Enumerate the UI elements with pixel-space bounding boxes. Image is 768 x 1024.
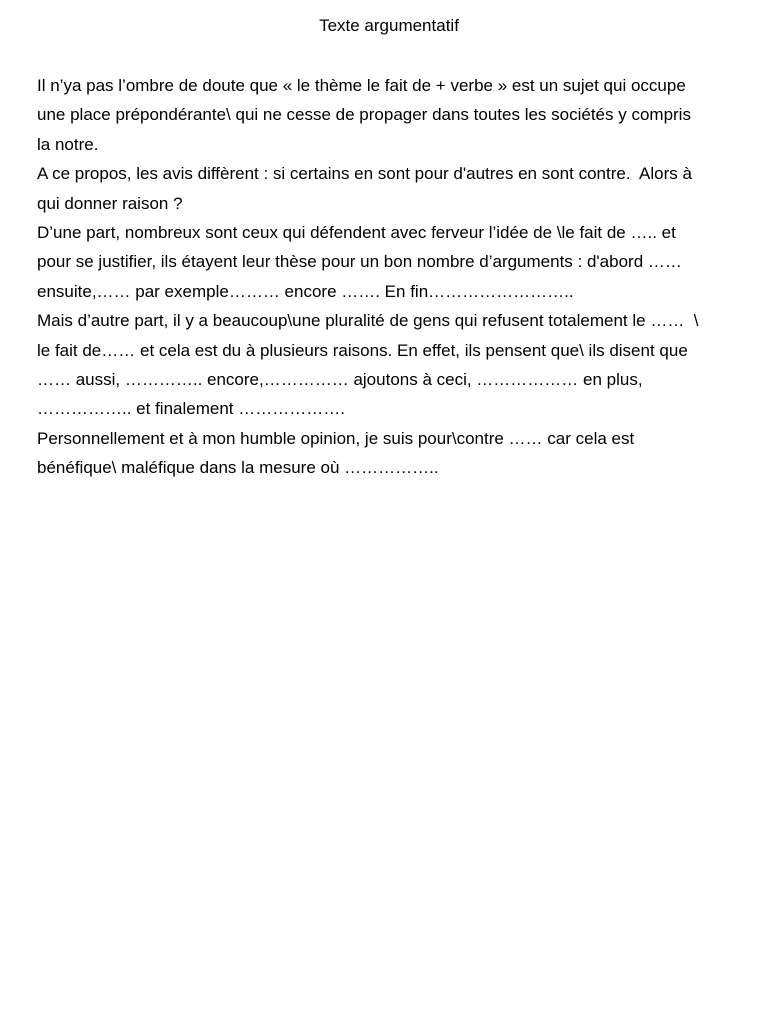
body-line-3: la notre. (37, 134, 99, 154)
body-line-6: D’une part, nombreux sont ceux qui défendent avec ferveur l’idée de \le fait de ….. et (37, 222, 676, 242)
body-line-12: …………….. et finalement ………………. (37, 399, 345, 419)
body-line-5: qui donner raison ? (37, 193, 183, 213)
body-line-9: Mais d’autre part, il y a beaucoup\une pluralité de gens qui refusent totalement le …… \ (37, 311, 699, 331)
body-line-8: ensuite,…… par exemple……… encore ……. En fin…………………….. (37, 281, 574, 301)
document-body (37, 71, 747, 482)
body-line-2: une place prépondérante\ qui ne cesse de propager dans toutes les sociétés y compris (37, 105, 691, 125)
body-line-7: pour se justifier, ils étayent leur thèse pour un bon nombre d’arguments : d'abord …… (37, 252, 682, 272)
body-line-11: …… aussi, ………….. encore,…………… ajoutons à ceci, ……………… en plus, (37, 369, 643, 389)
document-title: Texte argumentatif (319, 16, 459, 35)
body-line-1: Il n’ya pas l’ombre de doute que « le thème le fait de + verbe » est un sujet qui occupe (37, 76, 686, 95)
body-line-10: le fait de…… et cela est du à plusieurs raisons. En effet, ils pensent que\ ils disent que (37, 340, 688, 360)
body-line-4: A ce propos, les avis diffèrent : si certains en sont pour d'autres en sont contre. Alors à (37, 164, 692, 184)
body-line-13: Personnellement et à mon humble opinion, je suis pour\contre …… car cela est (37, 428, 635, 448)
body-line-14: bénéfique\ maléfique dans la mesure où …………….. (37, 458, 439, 478)
